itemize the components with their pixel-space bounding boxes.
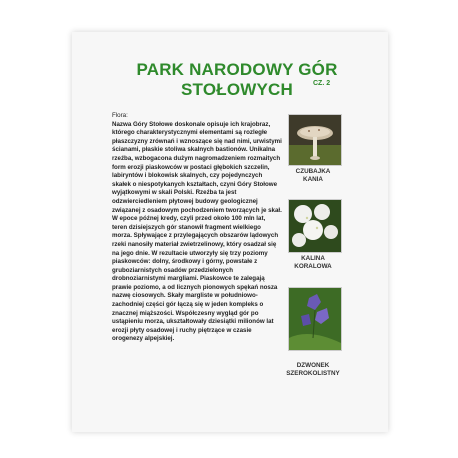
section-label: Flora: bbox=[112, 112, 128, 119]
body-text-block bbox=[112, 112, 282, 344]
page-title-line1: PARK NARODOWY GÓR bbox=[136, 60, 338, 79]
caption-kalina: KALINA KORALOWA bbox=[294, 255, 332, 270]
part-label: CZ. 2 bbox=[313, 80, 331, 87]
body-paragraph: Nazwa Góry Stołowe doskonale opisuje ich krajobraz, którego charakterystycznymi elementami są rozległe płaszczyzny zrównań i wznoszące się nad nimi, urwistymi ścianami, płaskie stoliwa skalnych bastionów. Unikalna rzeźba, wzbogacona dużym nagromadzeniem rozmaitych form erozji piaskowców w postaci głębokich szczelin, labiryntów i blokowisk skalnych, czy pojedynczych skałek o niespotykanych kształtach, czyni Góry Stołowe wyjątkowymi w skali Polski. Rzeźba ta jest odzwierciedleniem płytowej budowy geologicznej związanej z osadowym pochodzeniem tworzących je skał. W epoce późnej kredy, czyli przed około 100 mln lat, teren dzisiejszych gór stanowił fragment wielkiego morza. Spływające z przylegających obszarów lądowych rzeki nanosiły materiał zwietrzelinowy, który osadzał się na jego dnie. W rezultacie utworzyły się trzy poziomy piaskowców: dolny, środkowy i górny, powstałe z gruboziarnistych osadów przedzielonych drobnoziarnistymi margliami. Piaskowce te zalegają prawie poziomo, a od licznych pionowych spękań nosza nazwę ciosowych. Skały margliste w południowo-zachodniej części gór łączą się w jeden kompleks o znacznej miąższości. Współczesny wygląd gór po ustąpieniu morza, ukształtowały dziesiątki milionów lat erozji płyty osadowej i ruchy piętrzące w czasie orogenezy alpejskiej. bbox=[112, 120, 282, 343]
mushroom-photo bbox=[288, 114, 342, 166]
caption-dzwonek: DZWONEK SZEROKOLISTNY bbox=[286, 362, 340, 377]
bellflower-photo bbox=[288, 287, 342, 351]
flower-photo bbox=[288, 199, 342, 253]
page-title-line2: STOŁOWYCH bbox=[181, 80, 293, 99]
caption-czubajka: CZUBAJKA KANIA bbox=[295, 168, 331, 183]
